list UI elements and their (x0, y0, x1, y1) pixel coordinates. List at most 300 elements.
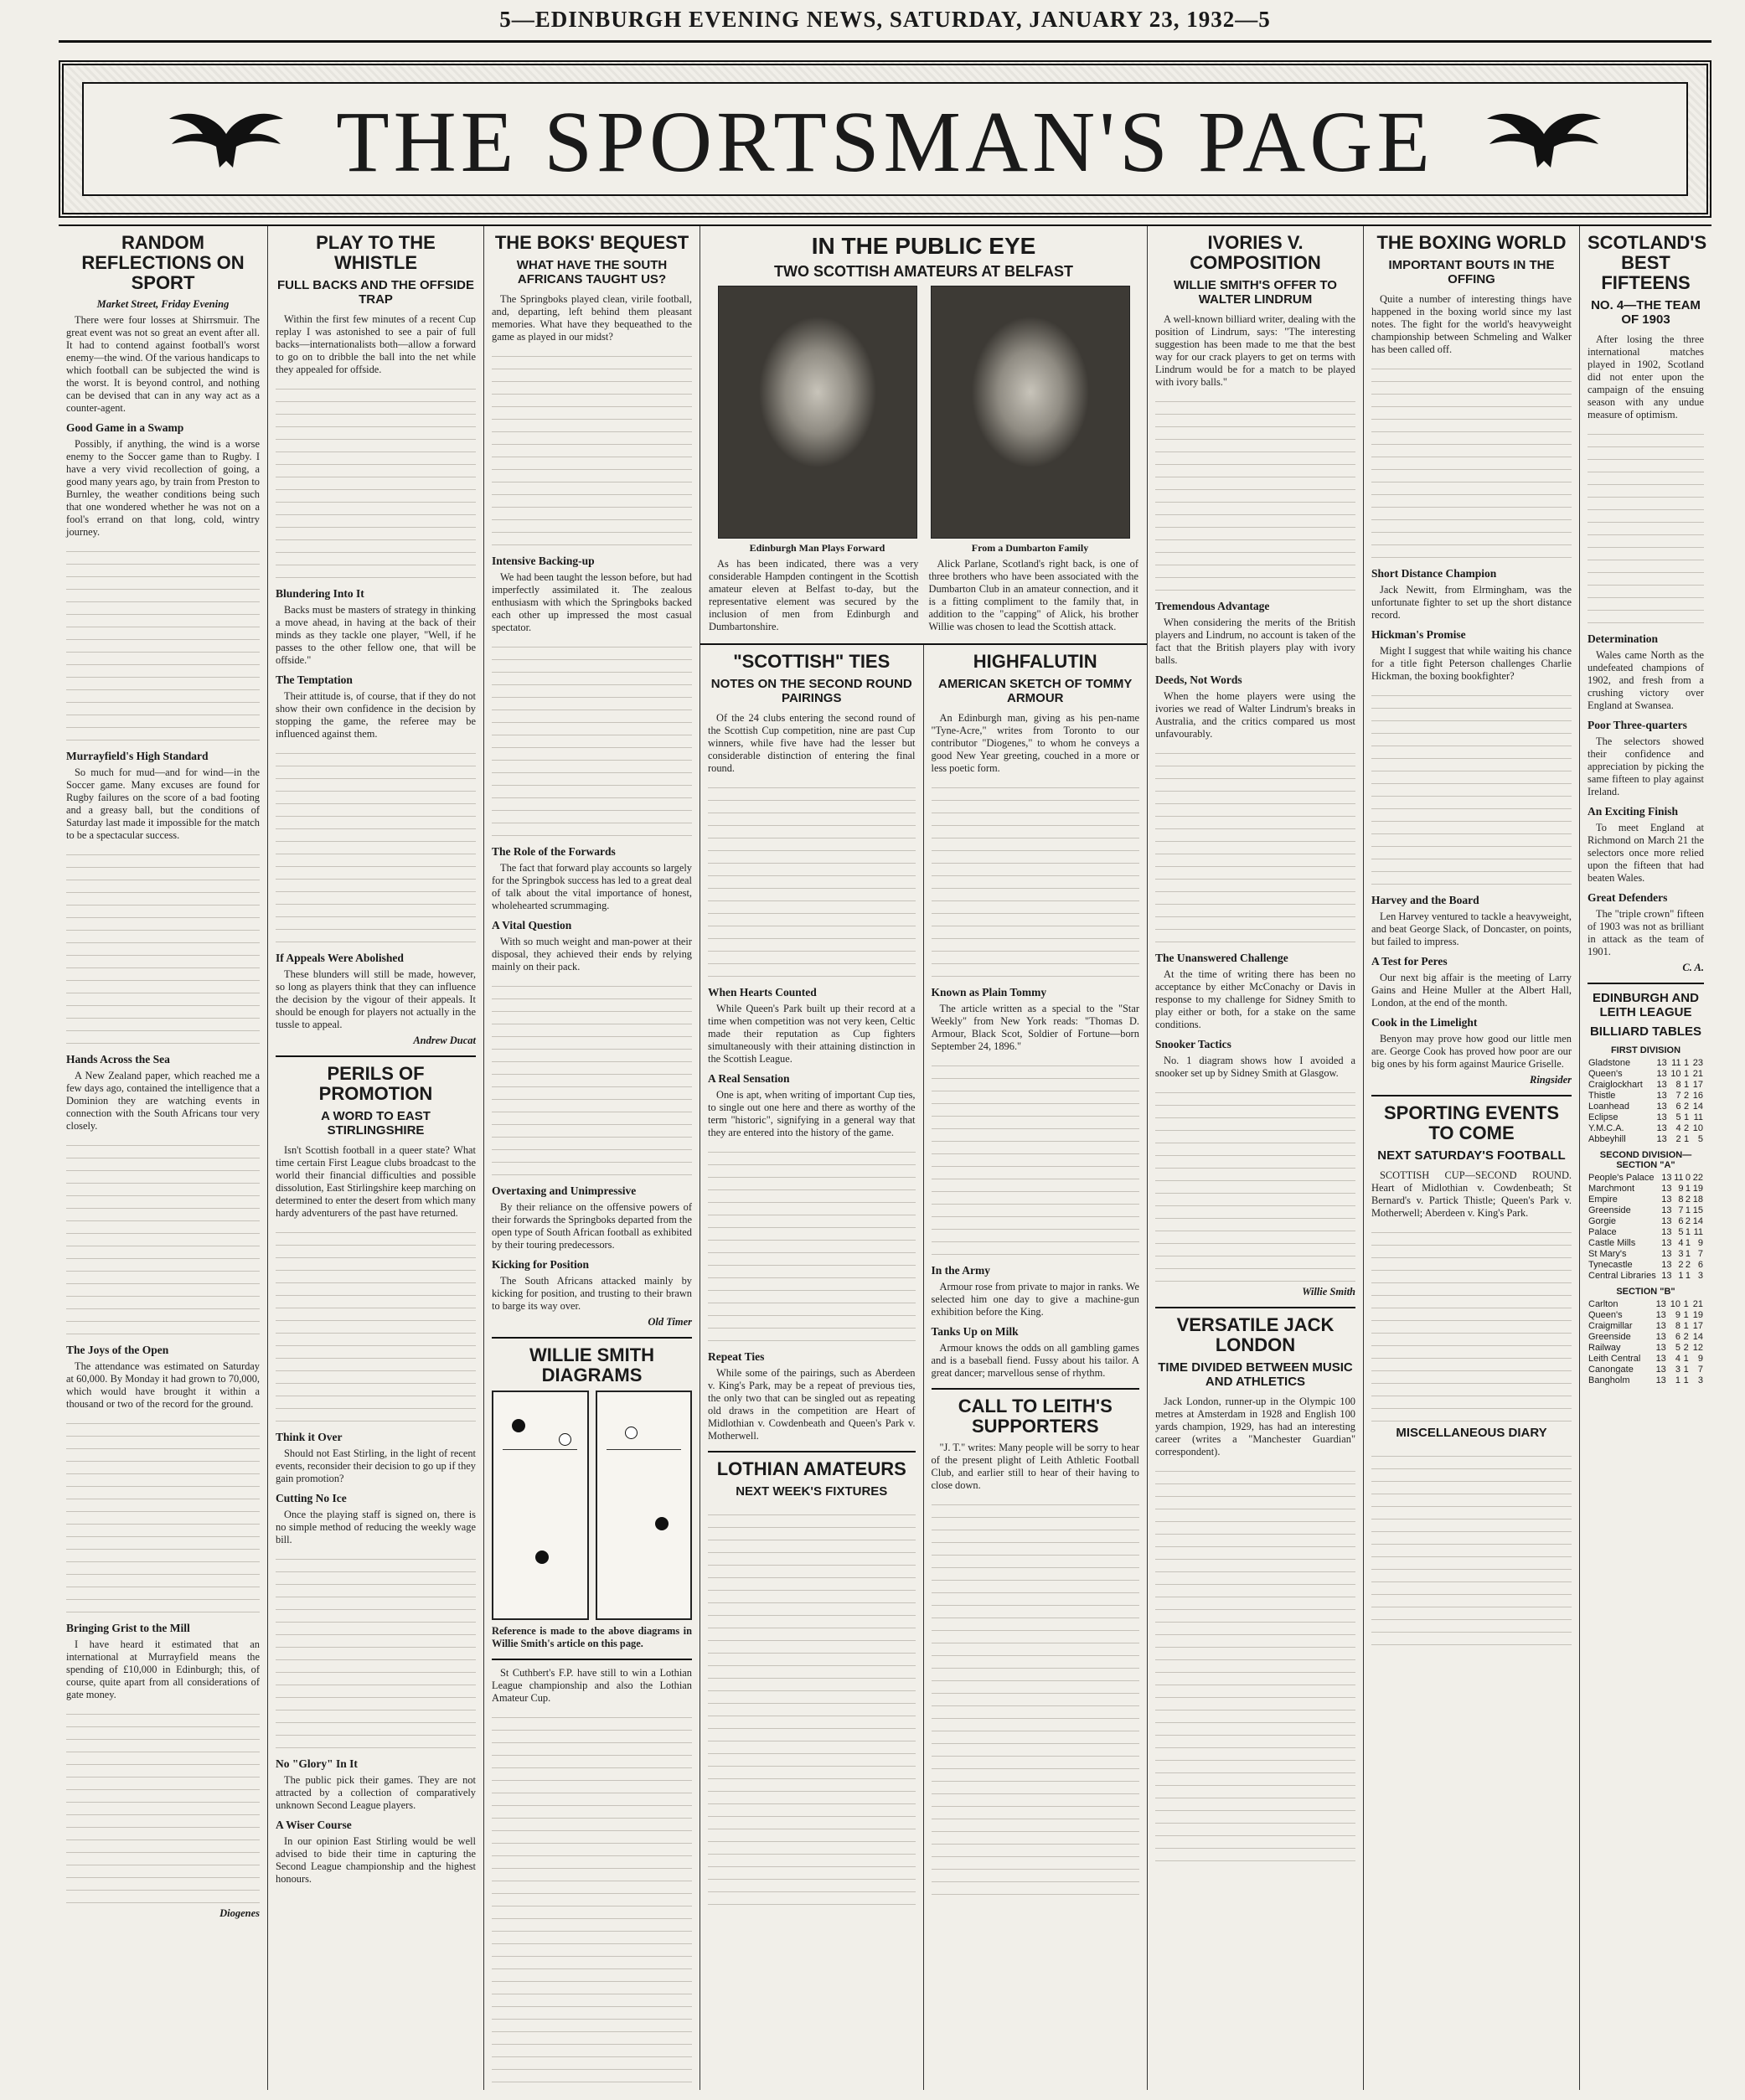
crosshead: Hands Across the Sea (66, 1053, 170, 1065)
table-cell: 5 (1697, 1134, 1703, 1144)
league-table-first (1588, 1058, 1704, 1145)
paragraph: The Springboks played clean, virile football, and, departing, left behind them pleasant memories. What have they bequeathed to the game as played in our midst? (492, 293, 692, 343)
table-row (1588, 1205, 1704, 1216)
table-cell: 1 (1685, 1271, 1691, 1281)
byline: Ringsider (1529, 1074, 1572, 1086)
crosshead: Determination (1588, 632, 1658, 645)
crosshead: The Role of the Forwards (492, 845, 616, 858)
body-text (1371, 359, 1572, 560)
body-text (66, 1705, 260, 1906)
body-text (276, 1223, 476, 1424)
table-cell: 1 (1685, 1227, 1691, 1237)
table-cell: 13 (1661, 1271, 1672, 1281)
crosshead: Great Defenders (1588, 891, 1668, 904)
table-cell: 8 (1675, 1321, 1680, 1331)
table-cell: 12 (1692, 1343, 1703, 1353)
table-cell: Greenside (1588, 1332, 1631, 1342)
eagle-right-icon (1485, 101, 1603, 176)
table-cell: Y.M.C.A. (1588, 1123, 1624, 1133)
paragraph: The fact that forward play accounts so largely for the Springbok success has led to a great deal of talk about the vital importance of honest, wholehearted scrummaging. (492, 862, 692, 911)
red-ball-icon (655, 1517, 669, 1530)
body-text (66, 542, 260, 743)
body-text (66, 1414, 260, 1615)
body-text (1155, 744, 1355, 945)
table-cell: Palace (1588, 1227, 1617, 1237)
table-cell: Leith Central (1588, 1354, 1641, 1364)
article-subhead: NEXT WEEK'S FIXTURES (736, 1484, 888, 1499)
crosshead: In the Army (931, 1264, 990, 1277)
table-row (1588, 1238, 1704, 1249)
table-cell: 2 (1678, 1260, 1684, 1270)
article-headline: PLAY TO THE WHISTLE (316, 232, 436, 273)
paragraph: Possibly, if anything, the wind is a worse enemy to the Soccer game than to Rugby. I have a very vivid recollection of going, a good many years ago, by train from Preston to Burnley, the weather conditions being such that one wondered whether he was not on a fool's errand on that long, cold, wintry journey. (66, 438, 260, 538)
table-cell: Craigmillar (1588, 1321, 1633, 1331)
masthead (59, 60, 1711, 218)
crosshead: Tremendous Advantage (1155, 600, 1270, 612)
body-text (492, 1708, 692, 2090)
table-cell: 11 (1674, 1173, 1684, 1183)
table-cell: 4 (1678, 1238, 1684, 1248)
table-cell: 1 (1684, 1112, 1690, 1122)
body-text (1588, 425, 1704, 626)
paragraph: When considering the merits of the British players and Lindrum, no account is taken of the fact that the British players play with ivory balls. (1155, 617, 1355, 666)
table-cell: 2 (1684, 1091, 1690, 1101)
divider (1155, 1307, 1355, 1308)
paragraph: A New Zealand paper, which reached me a few days ago, contained the intelligence that a Dominion they are watching events in connection with the South Africans tour very closely. (66, 1070, 260, 1132)
table-cell: 7 (1697, 1365, 1703, 1375)
crosshead: Short Distance Champion (1371, 567, 1497, 580)
crosshead: A Vital Question (492, 919, 572, 931)
table-row (1588, 1080, 1704, 1091)
paragraph: Should not East Stirling, in the light of recent events, reconsider their decision to go up if they gain promotion? (276, 1447, 476, 1484)
public-eye-section (700, 233, 1147, 645)
body-text (1371, 686, 1572, 887)
table-cell: 13 (1656, 1123, 1667, 1133)
table-cell: 9 (1697, 1354, 1703, 1364)
table-cell: 1 (1683, 1375, 1689, 1385)
page-title: THE SPORTSMAN'S PAGE (336, 94, 1434, 190)
paragraph: Len Harvey ventured to tackle a heavyweight, and beat George Slack, of Doncaster, on points, but failed to impress. (1371, 911, 1572, 947)
article-headline: HIGHFALUTIN (973, 651, 1097, 672)
body-text (66, 845, 260, 1046)
photo-caption: From a Dumbarton Family (971, 542, 1089, 554)
table-cell: 1 (1685, 1205, 1691, 1215)
table-cell: 18 (1692, 1194, 1703, 1205)
paragraph: The selectors showed their confidence and appreciation by picking the same fifteen to play against Ireland. (1588, 735, 1704, 797)
table-cell: 13 (1661, 1227, 1672, 1237)
table-row (1588, 1343, 1704, 1354)
article-headline: THE BOXING WORLD (1376, 232, 1567, 253)
table-cell: Gorgie (1588, 1216, 1617, 1226)
paragraph: Their attitude is, of course, that if they do not show their own confidence in the decision by stopping the game, the referee may be influenced against them. (276, 690, 476, 740)
paragraph: Armour knows the odds on all gambling games and is a baseball fiend. Fussy about his tailor. A great dancer; marvellous sense of rhythm. (931, 1342, 1139, 1379)
article-subhead: NOTES ON THE SECOND ROUND PAIRINGS (710, 677, 912, 705)
table-cell: 9 (1678, 1184, 1684, 1194)
paragraph: Wales came North as the undefeated champions of 1902, and fresh from a crushing victory over England at Swansea. (1588, 649, 1704, 711)
table-cell: Carlton (1588, 1299, 1619, 1309)
table-cell: 13 (1661, 1216, 1672, 1226)
table-cell: 13 (1661, 1260, 1672, 1270)
table-row (1588, 1260, 1704, 1271)
table-cell: 13 (1655, 1299, 1666, 1309)
billiards-diagrams (492, 1391, 692, 1620)
paragraph: I have heard it estimated that an international at Murrayfield means the spending of £10,000 in Edinburgh; this, of course, quite apart from all considerations of gate money. (66, 1638, 260, 1700)
table-row (1588, 1069, 1704, 1080)
portrait-photo (931, 286, 1130, 539)
table-cell: 19 (1692, 1184, 1703, 1194)
table-cell: 13 (1661, 1173, 1672, 1183)
table-cell: 13 (1655, 1321, 1666, 1331)
paragraph: One is apt, when writing of important Cup ties, to single out one here and there as worthy of the term "historic", signifying in a general way that they are entered into the history of the game. (708, 1089, 916, 1138)
divider (932, 1388, 1140, 1390)
body-text (932, 1056, 1140, 1257)
body-text (492, 637, 692, 838)
table-cell: 2 (1684, 1102, 1690, 1112)
article-headline: SCOTLAND'S BEST FIFTEENS (1588, 232, 1707, 293)
table-row (1588, 1375, 1704, 1386)
article-subhead: WILLIE SMITH'S OFFER TO WALTER LINDRUM (1174, 278, 1337, 307)
paragraph: After losing the three international matches played in 1902, Scotland did not enter upon the campaign of the ensuing season with any undue measure of optimism. (1588, 333, 1704, 421)
table-cell: Queen's (1588, 1310, 1623, 1320)
table-cell: Queen's (1588, 1069, 1623, 1079)
paragraph: Isn't Scottish football in a queer state? What time certain First League clubs broadcast to the world their financial difficulties and possible dissolution, East Stirlingshire keep marching on determined to enter the desert from which many hardy adventurers of the past have returned. (276, 1144, 476, 1219)
article-subhead: NEXT SATURDAY'S FOOTBALL (1377, 1148, 1566, 1163)
column-boxing-world (1364, 226, 1580, 2090)
paragraph: By their reliance on the offensive powers of their forwards the Springboks departed from the open type of South African football as exhibited by their touring predecessors. (492, 1201, 692, 1251)
body-text (276, 1550, 476, 1751)
table-cell: 21 (1692, 1299, 1703, 1309)
fixtures-text: SCOTTISH CUP—SECOND ROUND. Heart of Midlothian v. Cowdenbeath; St Bernard's v. Partick Thistle; Queen's Park v. Motherwell; Aberdeen v. King's Park. (1371, 1169, 1572, 1219)
divider (276, 1055, 476, 1057)
article-headline: PERILS OF PROMOTION (318, 1063, 433, 1104)
article-headline: VERSATILE JACK LONDON (1176, 1314, 1335, 1355)
paragraph: We had been taught the lesson before, but had imperfectly assimilated it. The zealous enthusiasm with which the Springboks backed each other up impressed the most casual spectator. (492, 571, 692, 633)
article-headline: LOTHIAN AMATEURS (716, 1458, 906, 1479)
column-ivories (1148, 226, 1364, 2090)
paragraph: The article written as a special to the "Star Weekly" from New York reads: "Thomas D. Armour, Black Scot, Soldier of Fortune—born September 24, 1896." (931, 1003, 1139, 1052)
table-cell: People's Palace (1588, 1173, 1655, 1183)
table-cell: 13 (1656, 1069, 1667, 1079)
page-header-line: 5—EDINBURGH EVENING NEWS, SATURDAY, JANUARY 23, 1932—5 (59, 7, 1711, 43)
body-text (276, 379, 476, 580)
crosshead: If Appeals Were Abolished (276, 952, 404, 964)
table-cell: 6 (1675, 1102, 1681, 1112)
column-public-eye (700, 226, 1148, 2090)
table-cell: 4 (1675, 1123, 1681, 1133)
paragraph: When the home players were using the ivories we read of Walter Lindrum's breaks in Australia, and the critics compared us most unfavourably. (1155, 690, 1355, 740)
body-text (932, 1495, 1140, 1897)
table-cell: 13 (1655, 1310, 1666, 1320)
table-cell: 5 (1678, 1227, 1684, 1237)
table-cell: 3 (1697, 1375, 1703, 1385)
baulk-line (503, 1449, 577, 1450)
table-row (1588, 1249, 1704, 1260)
table-cell: Gladstone (1588, 1058, 1631, 1068)
crosshead: Intensive Backing-up (492, 555, 595, 567)
table-cell: 15 (1692, 1205, 1703, 1215)
table-cell: 13 (1661, 1194, 1672, 1205)
table-row (1588, 1321, 1704, 1332)
crosshead: Cutting No Ice (276, 1492, 347, 1504)
table-cell: 1 (1683, 1299, 1689, 1309)
table-cell: Greenside (1588, 1205, 1631, 1215)
table-cell: 10 (1670, 1299, 1680, 1309)
object-ball-icon (535, 1550, 549, 1564)
table-cell: 13 (1661, 1249, 1672, 1259)
table-cell: 8 (1678, 1194, 1684, 1205)
table-cell: 13 (1661, 1238, 1672, 1248)
table-row (1588, 1112, 1704, 1123)
cue-ball-icon (559, 1433, 571, 1446)
table-row (1588, 1227, 1704, 1238)
crosshead: Hickman's Promise (1371, 628, 1466, 641)
paragraph: While some of the pairings, such as Aberdeen v. King's Park, may be a repeat of previous ties, the only two that can be singled out as repeating old draws in the competition are Heart of Midlothian v. Cowdenbeath and Queen's Park v. Motherwell. (708, 1367, 916, 1442)
portrait-photo (718, 286, 917, 539)
table-cell: 21 (1692, 1069, 1703, 1079)
article-subhead: IMPORTANT BOUTS IN THE OFFING (1388, 258, 1555, 286)
crosshead: The Temptation (276, 673, 353, 686)
article-subhead: AMERICAN SKETCH OF TOMMY ARMOUR (938, 677, 1133, 705)
crosshead: Bringing Grist to the Mill (66, 1622, 190, 1634)
table-cell: 8 (1675, 1080, 1681, 1090)
table-cell: 7 (1675, 1091, 1681, 1101)
article-subhead: FULL BACKS AND THE OFFSIDE TRAP (277, 278, 474, 307)
divider (492, 1337, 692, 1339)
divider (708, 1451, 916, 1452)
table-cell: 22 (1692, 1173, 1703, 1183)
table-cell: 10 (1692, 1123, 1703, 1133)
article-headline: THE BOKS' BEQUEST (494, 232, 689, 253)
paragraph: With so much weight and man-power at their disposal, they achieved their ends by relying mainly on their pack. (492, 936, 692, 973)
crosshead: Cook in the Limelight (1371, 1016, 1478, 1029)
crosshead: An Exciting Finish (1588, 805, 1679, 818)
paragraph: Backs must be masters of strategy in thinking a move ahead, in having at the back of their minds as they tackle one player, "Well, if he passes to the other fellow one, that will be offside." (276, 604, 476, 666)
table-cell: Eclipse (1588, 1112, 1619, 1122)
crosshead: A Real Sensation (708, 1072, 790, 1085)
table-cell: Central Libraries (1588, 1271, 1656, 1281)
paragraph: A well-known billiard writer, dealing with the position of Lindrum, says: "The interesting suggestion has been made to me that the best way for our crack players to get on terms with Lindrum would be for a match to be played with ivory balls." (1155, 313, 1355, 388)
table-cell: Loanhead (1588, 1102, 1629, 1112)
table-cell: Empire (1588, 1194, 1618, 1205)
paragraph: Within the first few minutes of a recent Cup replay I was astonished to see a pair of full backs—internationalists both—allow a forward to go on to dribble the ball into the net while they appealed for offside. (276, 313, 476, 375)
table-cell: 17 (1692, 1080, 1703, 1090)
table-cell: 2 (1685, 1260, 1691, 1270)
crosshead: Kicking for Position (492, 1258, 590, 1271)
crosshead: A Wiser Course (276, 1819, 352, 1831)
column-random-reflections (59, 226, 268, 2090)
table-row (1588, 1310, 1704, 1321)
table-row (1588, 1173, 1704, 1184)
byline: Willie Smith (1302, 1286, 1355, 1298)
table-cell: 1 (1683, 1310, 1689, 1320)
crosshead: No "Glory" In It (276, 1757, 358, 1770)
byline: C. A. (1682, 962, 1704, 973)
table-row (1588, 1184, 1704, 1194)
crosshead: Snooker Tactics (1155, 1038, 1231, 1050)
body-text (708, 778, 916, 979)
table-cell: 1 (1683, 1321, 1689, 1331)
table-cell: 1 (1685, 1249, 1691, 1259)
table-cell: 7 (1678, 1205, 1684, 1215)
table-cell: 11 (1693, 1227, 1703, 1237)
article-subhead: TWO SCOTTISH AMATEURS AT BELFAST (774, 263, 1073, 280)
paragraph: While Queen's Park built up their record at a time when competition was not very keen, Celtic made their reputation as Cup fighters simultaneously with their attaining distinction in the Scottish League. (708, 1003, 916, 1065)
paragraph: Alick Parlane, Scotland's right back, is one of three brothers who have been associated with the Dumbarton Club in an amateur connection, and it is a fitting compliment to the family that, in addition to the "capping" of Alick, his brother Willie was chosen to lead the Scottish attack. (928, 558, 1138, 632)
table-cell: 1 (1684, 1058, 1690, 1068)
table-cell: 5 (1675, 1343, 1680, 1353)
table-cell: 3 (1678, 1249, 1684, 1259)
byline: Diogenes (219, 1907, 260, 1919)
body-text (66, 1136, 260, 1337)
article-headline: SPORTING EVENTS TO COME (1383, 1102, 1560, 1143)
dateline: Market Street, Friday Evening (96, 298, 230, 310)
table-cell: 13 (1661, 1205, 1672, 1215)
table-cell: Marchmont (1588, 1184, 1635, 1194)
table-cell: 6 (1678, 1216, 1684, 1226)
paragraph: The "triple crown" fifteen of 1903 was not as brilliant in attack as the team of 1901. (1588, 908, 1704, 957)
paragraph: Quite a number of interesting things have happened in the boxing world since my last notes. The fight for the world's heavyweight championship between Schmeling and Walker has been called off. (1371, 293, 1572, 355)
table-cell: 11 (1693, 1112, 1703, 1122)
table-cell: 1 (1685, 1184, 1691, 1194)
table-cell: 13 (1655, 1332, 1666, 1342)
column-scotlands-best (1580, 226, 1711, 2090)
table-row (1588, 1354, 1704, 1365)
table-cell: 19 (1692, 1310, 1703, 1320)
paragraph: An Edinburgh man, giving as his pen-name "Tyne-Acre," writes from Toronto to our contributor "Diogenes," to whom he conveys a good New Year greeting, couched in a more or less poetic form. (931, 712, 1139, 774)
article-subhead: NO. 4—THE TEAM OF 1903 (1591, 298, 1701, 327)
table-row (1588, 1216, 1704, 1227)
table-cell: 13 (1655, 1365, 1666, 1375)
table-cell: Craiglockhart (1588, 1080, 1643, 1090)
table-cell: 13 (1655, 1375, 1666, 1385)
paragraph: Armour rose from private to major in ranks. We selected him one day to give a machine-gun exhibition before the King. (931, 1281, 1139, 1318)
table-row (1588, 1194, 1704, 1205)
paragraph: As has been indicated, there was a very considerable Hampden contingent in the Scottish amateur eleven at Belfast to-day, but the representative element was secured by the inclusion of men from Edinburgh and Dumbartonshire. (709, 558, 919, 632)
table-cell: Railway (1588, 1343, 1621, 1353)
table-cell: 9 (1697, 1238, 1703, 1248)
paragraph: Might I suggest that while waiting his chance for a title fight Peterson challenges Charlie Hickman, the boxing bookfighter? (1371, 645, 1572, 682)
diary-list (1371, 1447, 1572, 1648)
article-subhead: BILLIARD TABLES (1589, 1024, 1702, 1039)
table-row (1588, 1134, 1704, 1145)
table-cell: 13 (1655, 1343, 1666, 1353)
body-text (708, 1143, 916, 1344)
paragraph: In our opinion East Stirling would be well advised to bide their time in capturing the Second League championship and the highest honours. (276, 1835, 476, 1885)
table-cell: 2 (1683, 1332, 1689, 1342)
table-cell: 23 (1692, 1058, 1703, 1068)
table-cell: Tynecastle (1588, 1260, 1633, 1270)
table-cell: 1 (1684, 1134, 1690, 1144)
article-headline: "SCOTTISH" TIES (733, 651, 891, 672)
paragraph: No. 1 diagram shows how I avoided a snooker set up by Sidney Smith at Glasgow. (1155, 1055, 1355, 1079)
table-cell: 1 (1683, 1365, 1689, 1375)
table-cell: 5 (1675, 1112, 1681, 1122)
table-cell: 2 (1683, 1343, 1689, 1353)
table-cell: 0 (1685, 1173, 1691, 1183)
table-cell: Bangholm (1588, 1375, 1630, 1385)
billiards-diagram-1 (492, 1391, 589, 1620)
table-cell: Thistle (1588, 1091, 1616, 1101)
billiards-diagram-2 (596, 1391, 693, 1620)
baulk-line (607, 1449, 681, 1450)
table-cell: 1 (1685, 1238, 1691, 1248)
league-table-second (1588, 1173, 1704, 1282)
table-cell: 14 (1692, 1332, 1703, 1342)
byline: Old Timer (648, 1316, 692, 1328)
fixtures-list (708, 1505, 916, 1907)
photo-row (709, 286, 1138, 555)
paragraph: These blunders will still be made, however, so long as players think that they can influence the decision by the vigour of their appeals. It should be enough for players not actually in the tussle to appeal. (276, 968, 476, 1030)
divider (492, 1659, 692, 1660)
crosshead: Think it Over (276, 1431, 343, 1443)
paragraph: Jack London, runner-up in the Olympic 100 metres at Amsterdam in 1928 and English 100 yards champion, 1929, has had an interesting career (writes a "Manchester Guardian" correspondent). (1155, 1396, 1355, 1458)
divider (1588, 983, 1704, 984)
table-cell: 13 (1661, 1184, 1672, 1194)
crosshead: Poor Three-quarters (1588, 719, 1687, 731)
article-columns (59, 224, 1711, 2090)
body-text (932, 778, 1140, 979)
article-headline: EDINBURGH AND LEITH LEAGUE (1593, 991, 1699, 1019)
crosshead: Deeds, Not Words (1155, 673, 1242, 686)
photo-caption: Edinburgh Man Plays Forward (749, 542, 885, 554)
column-play-to-the-whistle (268, 226, 484, 2090)
fixtures-list (1371, 1223, 1572, 1424)
article-headline: CALL TO LEITH'S SUPPORTERS (958, 1396, 1113, 1437)
paragraph: Benyon may prove how good our little men are. George Cook has proved how poor are our big ones by his form against Maurice Griselle. (1371, 1033, 1572, 1070)
crosshead: Blundering Into It (276, 587, 364, 600)
table-cell: 13 (1656, 1058, 1667, 1068)
article-headline: RANDOM REFLECTIONS ON SPORT (81, 232, 245, 293)
paragraph: Once the playing staff is signed on, there is no simple method of reducing the weekly wage bill. (276, 1509, 476, 1545)
table-cell: 2 (1685, 1216, 1691, 1226)
table-cell: Abbeyhill (1588, 1134, 1626, 1144)
crosshead: Good Game in a Swamp (66, 421, 184, 434)
table-cell: 10 (1670, 1069, 1681, 1079)
table-cell: 2 (1684, 1123, 1690, 1133)
table-cell: 2 (1685, 1194, 1691, 1205)
article-subhead: TIME DIVIDED BETWEEN MUSIC AND ATHLETICS (1158, 1360, 1353, 1389)
table-cell: 9 (1675, 1310, 1680, 1320)
article-subhead: WHAT HAVE THE SOUTH AFRICANS TAUGHT US? (516, 258, 668, 286)
body-text (1155, 392, 1355, 593)
table-row (1588, 1365, 1704, 1375)
league-section-title: SECTION "B" (1616, 1287, 1675, 1297)
table-row (1588, 1102, 1704, 1112)
divider (1371, 1095, 1572, 1096)
article-subhead: A WORD TO EAST STIRLINGSHIRE (321, 1109, 431, 1138)
table-cell: 13 (1655, 1354, 1666, 1364)
table-cell: St Mary's (1588, 1249, 1627, 1259)
paragraph: To meet England at Richmond on March 21 the selectors once more relied upon the fifteen that had beaten Wales. (1588, 822, 1704, 884)
body-text (1155, 1462, 1355, 1864)
body-text (276, 744, 476, 945)
public-eye-lower (700, 645, 1147, 2090)
paragraph: So much for mud—and for wind—in the Soccer game. Many excuses are found for Rugby failures on the score of a bad footing and a greasy ball, but the conditions of Saturday last made it impossible for the match to be a spectacular success. (66, 766, 260, 841)
table-row (1588, 1058, 1704, 1069)
paragraph: St Cuthbert's F.P. have still to win a Lothian League championship and also the Lothian Amateur Cup. (492, 1667, 692, 1704)
table-cell: 4 (1675, 1354, 1680, 1364)
table-row (1588, 1332, 1704, 1343)
column-highfalutin (924, 645, 1148, 2090)
table-cell: 14 (1692, 1102, 1703, 1112)
table-cell: 1 (1684, 1080, 1690, 1090)
table-cell: 7 (1697, 1249, 1703, 1259)
table-cell: 16 (1692, 1091, 1703, 1101)
table-cell: 2 (1675, 1134, 1681, 1144)
table-cell: 1 (1684, 1069, 1690, 1079)
body-text (492, 977, 692, 1178)
paragraph: The South Africans attacked mainly by kicking for position, and trusting to their brawn to barge its way over. (492, 1275, 692, 1312)
